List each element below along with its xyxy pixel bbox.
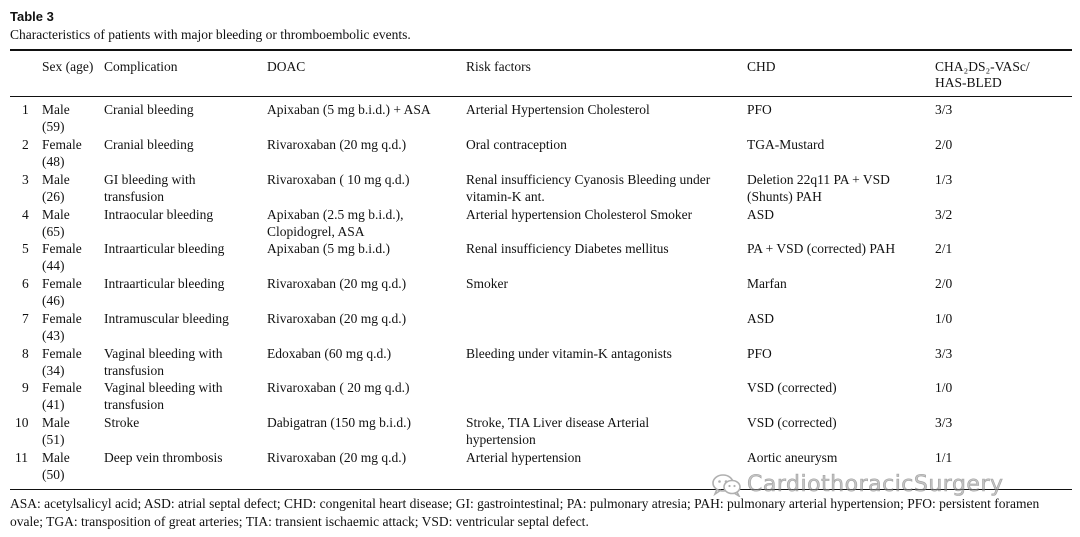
- cell-number: [22, 172, 29, 189]
- cell-score: [935, 102, 952, 119]
- cell-complication: [104, 311, 229, 328]
- watermark-text: CardiothoracicSurgery: [747, 472, 1004, 497]
- cell-chd: [747, 207, 774, 224]
- cell-risk-factors: [466, 276, 508, 293]
- cell-sex-age-line: Male: [42, 102, 70, 117]
- header-score-line2: HAS-BLED: [935, 75, 1002, 90]
- cell-number: [22, 380, 29, 397]
- cell-number-line: 7: [22, 311, 29, 326]
- cell-complication-line: Cranial bleeding: [104, 137, 194, 152]
- cell-complication-line: transfusion: [104, 188, 164, 204]
- cell-doac-line: Rivaroxaban (20 mg q.d.): [267, 450, 407, 465]
- cell-number-line: 5: [22, 241, 29, 256]
- cell-chd-line: PFO: [747, 346, 772, 361]
- cell-risk-factors-line: Stroke, TIA Liver disease Arterial: [466, 415, 650, 430]
- cell-doac: [267, 450, 406, 467]
- cell-chd-line: ASD: [747, 311, 775, 326]
- cell-number-line: 3: [22, 172, 29, 187]
- cell-doac: [267, 415, 411, 432]
- cell-complication: [104, 137, 194, 154]
- cell-complication-line: GI bleeding with: [104, 172, 196, 187]
- cell-doac-line: Rivaroxaban ( 10 mg q.d.): [267, 172, 410, 187]
- cell-doac: [267, 137, 406, 154]
- cell-chd-line: Aortic aneurysm: [747, 450, 838, 465]
- cell-doac-line: Edoxaban (60 mg q.d.): [267, 346, 392, 361]
- cell-doac: [267, 172, 409, 189]
- cell-sex-age-line: (51): [42, 431, 65, 447]
- table-title-block: [10, 8, 411, 44]
- cell-sex-age: [42, 137, 82, 170]
- cell-chd: [747, 137, 824, 154]
- cell-chd: [747, 415, 837, 432]
- cell-score: [935, 380, 952, 397]
- table-number: Table 3: [10, 9, 54, 24]
- cell-risk-factors-line: Bleeding under vitamin-K antagonists: [466, 346, 672, 361]
- cell-score: [935, 450, 952, 467]
- cell-complication-line: Intramuscular bleeding: [104, 311, 229, 326]
- cell-score: [935, 172, 952, 189]
- header-complication: Complication: [104, 59, 178, 74]
- cell-chd: [747, 450, 837, 467]
- cell-number: [15, 450, 28, 467]
- cell-risk-factors: [466, 450, 581, 467]
- cell-doac: [267, 346, 391, 363]
- cell-risk-factors: [466, 172, 710, 205]
- cell-score-line: 2/0: [935, 276, 953, 291]
- cell-complication-line: Intraocular bleeding: [104, 207, 214, 222]
- cell-number-line: 1: [22, 102, 29, 117]
- cell-score-line: 3/3: [935, 102, 953, 117]
- cell-doac-line: Dabigatran (150 mg b.i.d.): [267, 415, 411, 430]
- cell-risk-factors-line: hypertension: [466, 431, 536, 447]
- cell-number-line: 4: [22, 207, 29, 222]
- cell-number-line: 11: [15, 450, 28, 465]
- cell-doac: [267, 207, 403, 240]
- cell-score-line: 2/1: [935, 241, 953, 256]
- cell-number-line: 6: [22, 276, 29, 291]
- cell-sex-age: [42, 172, 70, 205]
- header-rule: [10, 96, 1072, 97]
- cell-number: [22, 276, 29, 293]
- header-sex-age: Sex (age): [42, 59, 94, 74]
- cell-score: [935, 241, 952, 258]
- cell-chd: [747, 380, 837, 397]
- cell-chd-line: VSD (corrected): [747, 380, 837, 395]
- cell-complication: [104, 276, 224, 293]
- cell-doac-line: Clopidogrel, ASA: [267, 223, 365, 239]
- wechat-icon: [712, 473, 742, 497]
- cell-complication-line: transfusion: [104, 362, 164, 378]
- cell-score-line: 2/0: [935, 137, 953, 152]
- cell-sex-age-line: (41): [42, 396, 65, 412]
- cell-complication: [104, 450, 222, 467]
- cell-chd-line: Deletion 22q11 PA + VSD: [747, 172, 890, 187]
- cell-score-line: 1/3: [935, 172, 953, 187]
- cell-chd: [747, 102, 772, 119]
- cell-number: [22, 207, 29, 224]
- cell-risk-factors: [466, 102, 650, 119]
- cell-score: [935, 207, 952, 224]
- cell-score: [935, 415, 952, 432]
- cell-number-line: 8: [22, 346, 29, 361]
- cell-complication-line: Intraarticular bleeding: [104, 276, 225, 291]
- cell-sex-age-line: (34): [42, 362, 65, 378]
- cell-complication: [104, 380, 222, 413]
- cell-complication: [104, 172, 195, 205]
- cell-complication: [104, 102, 194, 119]
- cell-sex-age: [42, 415, 70, 448]
- table-footnote: ASA: acetylsalicyl acid; ASD: atrial septal defect; CHD: congenital heart disease; GI: gastrointestinal; PA: pulmonary atresia; PAH: pulmonary arterial hypertension; PFO: persistent foramen ovale; TGA: transposition of great arteries; TIA: transient ischaemic attack; VSD: ventricular septal defect.: [10, 496, 1040, 529]
- cell-doac: [267, 380, 409, 397]
- cell-complication: [104, 415, 139, 432]
- cell-risk-factors: [466, 241, 669, 258]
- cell-chd-line: ASD: [747, 207, 775, 222]
- cell-complication-line: Cranial bleeding: [104, 102, 194, 117]
- cell-number: [15, 415, 29, 432]
- cell-score-line: 1/0: [935, 311, 953, 326]
- header-score-line1: CHA₂DS₂-VASc/: [935, 59, 1030, 74]
- cell-chd: [747, 346, 772, 363]
- cell-sex-age: [42, 346, 82, 379]
- cell-number: [22, 346, 29, 363]
- cell-number: [22, 311, 29, 328]
- cell-sex-age-line: Female: [42, 137, 82, 152]
- cell-complication-line: Deep vein thrombosis: [104, 450, 223, 465]
- cell-risk-factors-line: Renal insufficiency Cyanosis Bleeding under: [466, 172, 711, 187]
- cell-chd-line: VSD (corrected): [747, 415, 837, 430]
- cell-doac: [267, 276, 406, 293]
- cell-sex-age-line: Male: [42, 415, 70, 430]
- cell-number: [22, 102, 29, 119]
- cell-chd: [747, 311, 774, 328]
- table-caption: Characteristics of patients with major bleeding or thromboembolic events.: [10, 27, 411, 42]
- cell-complication-line: Stroke: [104, 415, 140, 430]
- cell-sex-age-line: Female: [42, 276, 82, 291]
- cell-risk-factors-line: Arterial hypertension Cholesterol Smoker: [466, 207, 693, 222]
- cell-sex-age-line: Male: [42, 207, 70, 222]
- cell-sex-age-line: (50): [42, 466, 65, 482]
- cell-number-line: 9: [22, 380, 29, 395]
- cell-sex-age: [42, 311, 82, 344]
- cell-sex-age: [42, 102, 70, 135]
- cell-sex-age: [42, 380, 82, 413]
- cell-chd-line: PA + VSD (corrected) PAH: [747, 241, 896, 256]
- cell-risk-factors-line: Oral contraception: [466, 137, 567, 152]
- cell-complication-line: Vaginal bleeding with: [104, 380, 223, 395]
- cell-sex-age-line: (65): [42, 223, 65, 239]
- cell-score-line: 3/3: [935, 346, 953, 361]
- cell-sex-age-line: (46): [42, 292, 65, 308]
- cell-doac: [267, 311, 406, 328]
- cell-sex-age: [42, 450, 70, 483]
- cell-score: [935, 346, 952, 363]
- cell-score-line: 1/1: [935, 450, 953, 465]
- cell-doac: [267, 241, 390, 258]
- cell-sex-age-line: Female: [42, 346, 82, 361]
- cell-complication: [104, 207, 213, 224]
- cell-doac-line: Apixaban (2.5 mg b.i.d.),: [267, 207, 404, 222]
- cell-score: [935, 137, 952, 154]
- cell-risk-factors-line: vitamin-K ant.: [466, 188, 545, 204]
- cell-risk-factors: [466, 415, 649, 448]
- cell-sex-age-line: (26): [42, 188, 65, 204]
- cell-chd-line: Marfan: [747, 276, 787, 291]
- cell-sex-age: [42, 207, 70, 240]
- cell-risk-factors-line: Renal insufficiency Diabetes mellitus: [466, 241, 669, 256]
- cell-complication: [104, 241, 224, 258]
- cell-chd: [747, 241, 895, 258]
- cell-complication: [104, 346, 222, 379]
- cell-score-line: 1/0: [935, 380, 953, 395]
- cell-risk-factors: [466, 207, 692, 224]
- cell-number: [22, 241, 29, 258]
- cell-risk-factors: [466, 346, 672, 363]
- cell-sex-age-line: Female: [42, 241, 82, 256]
- cell-doac-line: Rivaroxaban (20 mg q.d.): [267, 311, 407, 326]
- cell-sex-age-line: Female: [42, 311, 82, 326]
- cell-sex-age-line: (44): [42, 257, 65, 273]
- watermark: [712, 472, 1004, 497]
- cell-score: [935, 311, 952, 328]
- cell-doac-line: Rivaroxaban (20 mg q.d.): [267, 276, 407, 291]
- cell-chd: [747, 276, 787, 293]
- cell-complication-line: transfusion: [104, 396, 164, 412]
- header-risk-factors: Risk factors: [466, 59, 531, 74]
- cell-sex-age-line: Male: [42, 450, 70, 465]
- cell-chd: [747, 172, 890, 205]
- cell-complication-line: Vaginal bleeding with: [104, 346, 223, 361]
- cell-score: [935, 276, 952, 293]
- cell-sex-age: [42, 241, 82, 274]
- cell-risk-factors-line: Arterial hypertension: [466, 450, 582, 465]
- cell-chd-line: (Shunts) PAH: [747, 188, 822, 204]
- cell-sex-age-line: Female: [42, 380, 82, 395]
- cell-score-line: 3/3: [935, 415, 953, 430]
- cell-sex-age-line: (59): [42, 118, 65, 134]
- cell-risk-factors-line: Arterial Hypertension Cholesterol: [466, 102, 650, 117]
- cell-complication-line: Intraarticular bleeding: [104, 241, 225, 256]
- cell-doac-line: Apixaban (5 mg b.i.d.): [267, 241, 390, 256]
- cell-number-line: 2: [22, 137, 29, 152]
- cell-risk-factors: [466, 137, 567, 154]
- header-score: [935, 59, 1030, 91]
- cell-number-line: 10: [15, 415, 29, 430]
- cell-doac-line: Rivaroxaban ( 20 mg q.d.): [267, 380, 410, 395]
- header-chd: CHD: [747, 59, 776, 74]
- cell-doac-line: Rivaroxaban (20 mg q.d.): [267, 137, 407, 152]
- cell-number: [22, 137, 29, 154]
- cell-sex-age-line: (43): [42, 327, 65, 343]
- cell-score-line: 3/2: [935, 207, 953, 222]
- cell-chd-line: TGA-Mustard: [747, 137, 825, 152]
- cell-sex-age-line: Male: [42, 172, 70, 187]
- top-rule: [10, 49, 1072, 51]
- cell-doac-line: Apixaban (5 mg b.i.d.) + ASA: [267, 102, 431, 117]
- cell-sex-age: [42, 276, 82, 309]
- cell-chd-line: PFO: [747, 102, 772, 117]
- cell-risk-factors-line: Smoker: [466, 276, 508, 291]
- header-doac: DOAC: [267, 59, 306, 74]
- cell-doac: [267, 102, 431, 119]
- cell-sex-age-line: (48): [42, 153, 65, 169]
